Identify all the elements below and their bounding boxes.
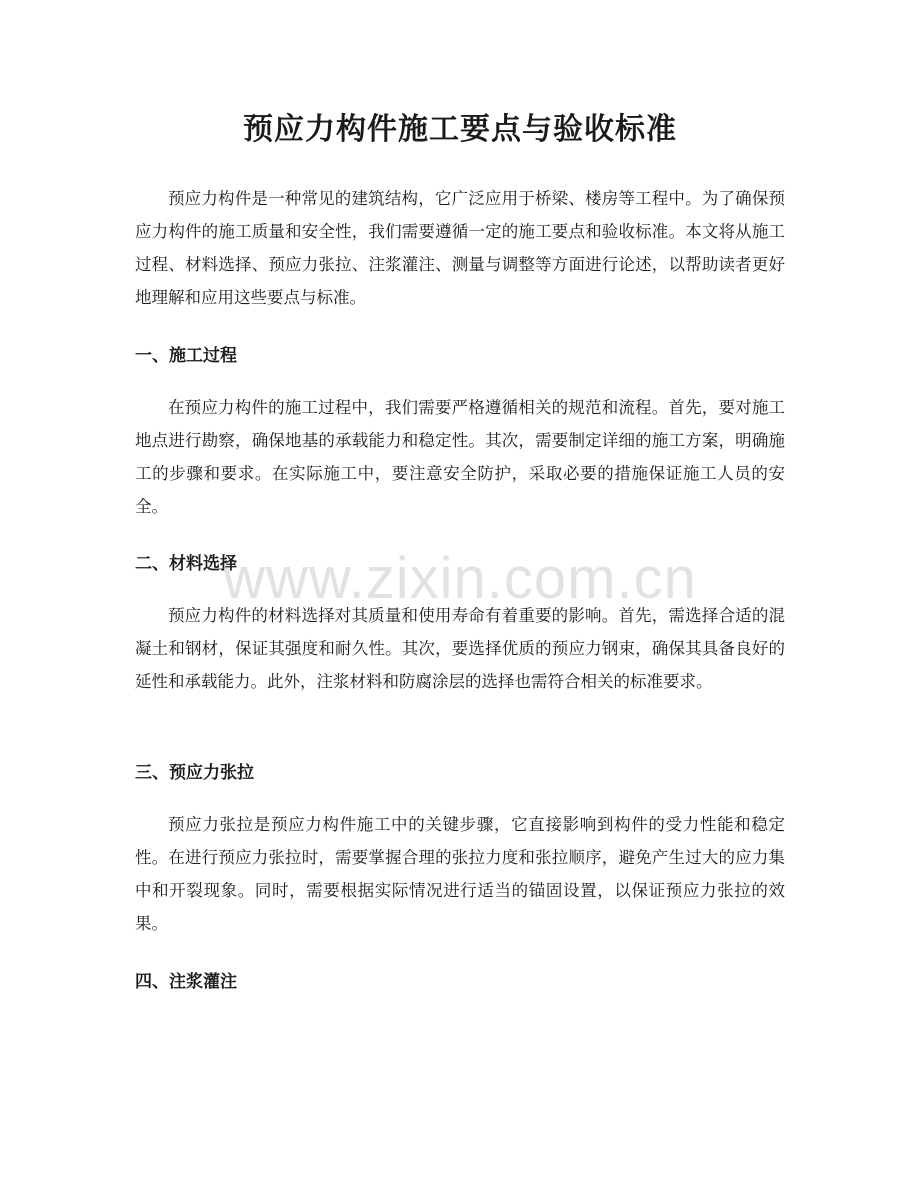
- section-heading-prestress-tensioning: 三、预应力张拉: [135, 763, 254, 783]
- section-body-prestress-tensioning: 预应力张拉是预应力构件施工中的关键步骤，它直接影响到构件的受力性能和稳定性。在进行预应力张拉时，需要掌握合理的张拉力度和张拉顺序，避免产生过大的应力集中和开裂现象。同时，需要根据实际情况进行适当的锚固设置，以保证预应力张拉的效果。: [135, 815, 785, 933]
- watermark: www.zixin.com.cn: [223, 546, 697, 611]
- intro-paragraph: 预应力构件是一种常见的建筑结构，它广泛应用于桥梁、楼房等工程中。为了确保预应力构件的施工质量和安全性，我们需要遵循一定的施工要点和验收标准。本文将从施工过程、材料选择、预应力张拉、注浆灌注、测量与调整等方面进行论述，以帮助读者更好地理解和应用这些要点与标准。: [135, 189, 785, 307]
- section-heading-material-selection: 二、材料选择: [135, 554, 237, 574]
- section-heading-grouting: 四、注浆灌注: [135, 972, 237, 992]
- section-body-material-selection: 预应力构件的材料选择对其质量和使用寿命有着重要的影响。首先，需选择合适的混凝土和钢材，保证其强度和耐久性。其次，要选择优质的预应力钢束，确保其具备良好的延性和承载能力。此外，注浆材料和防腐涂层的选择也需符合相关的标准要求。: [135, 606, 785, 691]
- document-title: 预应力构件施工要点与验收标准: [243, 112, 677, 147]
- section-heading-construction-process: 一、施工过程: [135, 346, 237, 366]
- section-body-construction-process: 在预应力构件的施工过程中，我们需要严格遵循相关的规范和流程。首先，要对施工地点进行勘察，确保地基的承载能力和稳定性。其次，需要制定详细的施工方案，明确施工的步骤和要求。在实际施工中，要注意安全防护，采取必要的措施保证施工人员的安全。: [135, 398, 785, 516]
